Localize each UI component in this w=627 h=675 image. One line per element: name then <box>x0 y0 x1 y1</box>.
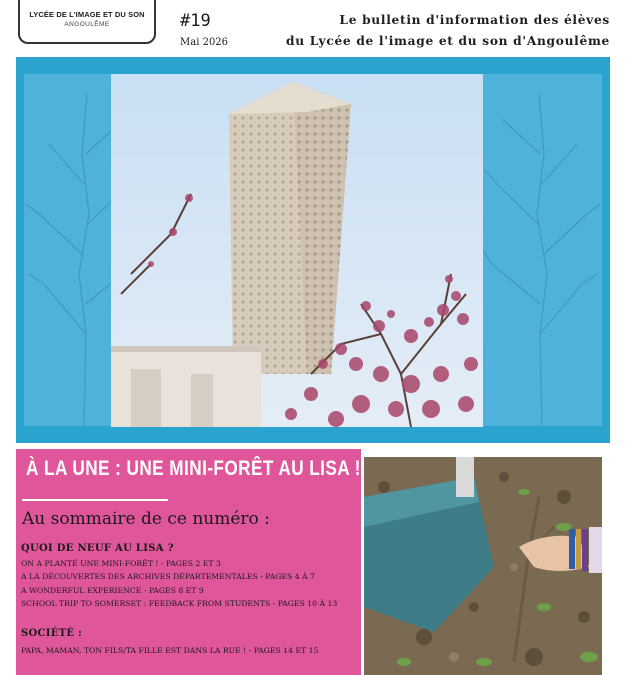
tagline-line-1: Le bulletin d'information des élèves <box>339 13 610 27</box>
toc-entry: SCHOOL TRIP TO SOMERSET : FEEDBACK FROM STUDENTS - PAGES 10 À 13 <box>21 599 338 608</box>
cover-side-panel-right <box>480 74 602 426</box>
shovel-planting-image <box>364 457 602 675</box>
tower-photo <box>111 74 483 427</box>
feature-headline: À LA UNE : UNE MINI-FORÊT AU LISA ! <box>26 457 361 480</box>
toc-entry: A WONDERFUL EXPERIENCE - PAGES 8 ET 9 <box>21 586 204 595</box>
toc-entry: ON A PLANTÉ UNE MINI-FORÊT ! - PAGES 2 ET 3 <box>21 559 221 568</box>
tagline <box>230 10 610 52</box>
cover-photo <box>111 74 483 427</box>
toc-entry: A LA DÉCOUVERTES DES ARCHIVES DÉPARTEMENTALES - PAGES 4 À 7 <box>21 572 315 581</box>
toc-entry: PAPA, MAMAN, TON FILS/TA FILLE EST DANS LA RUE ! - PAGES 14 ET 15 <box>21 646 319 655</box>
issue-date: Mai 2026 <box>180 37 229 48</box>
tree-silhouette-right <box>480 74 602 426</box>
school-logo <box>18 0 156 44</box>
issue-number: #19 <box>180 11 211 31</box>
summary-title: Au sommaire de ce numéro : <box>22 509 270 529</box>
tagline-line-2: du Lycée de l'image et du son d'Angoulême <box>286 34 610 48</box>
headline-divider <box>22 499 168 501</box>
section-title: QUOI DE NEUF AU LISA ? <box>21 543 174 554</box>
section-title: SOCIÉTÉ : <box>21 628 83 639</box>
cover-band <box>16 57 610 443</box>
logo-school-name: LYCÉE DE L'IMAGE ET DU SON <box>29 10 145 19</box>
planting-photo <box>364 457 602 675</box>
summary-block <box>16 449 361 675</box>
logo-city: ANGOULÊME <box>64 21 110 28</box>
